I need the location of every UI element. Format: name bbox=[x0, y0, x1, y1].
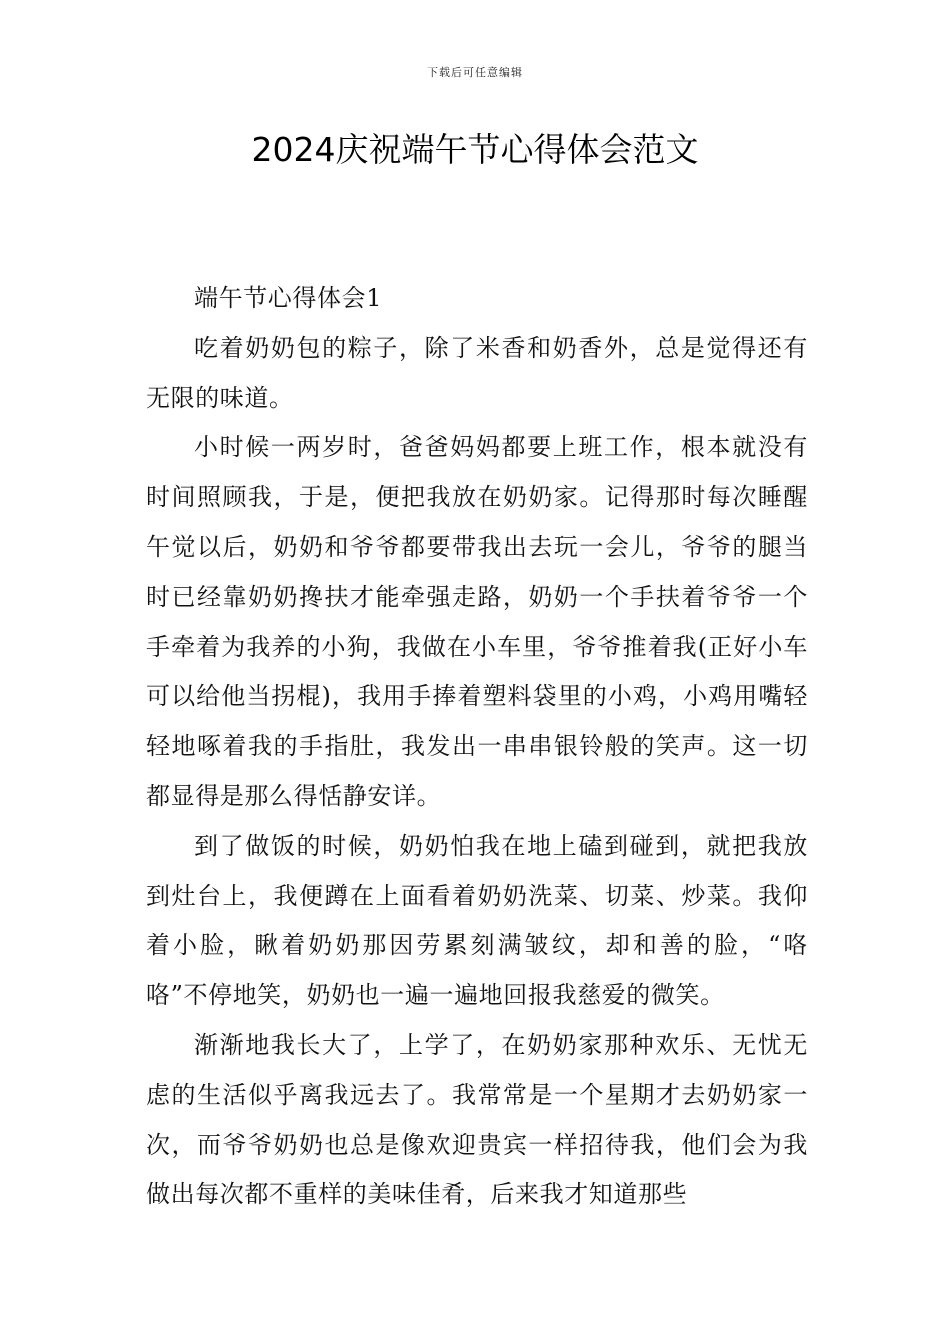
document-body bbox=[146, 274, 808, 1220]
body-paragraph: 到了做饭的时候，奶奶怕我在地上磕到碰到，就把我放到灶台上，我便蹲在上面看着奶奶洗菜、切菜、炒菜。我仰着小脸，瞅着奶奶那因劳累刻满皱纹，却和善的脸，“咯咯”不停地笑，奶奶也一遍一遍地回报我慈爱的微笑。 bbox=[146, 831, 808, 1010]
body-paragraph: 吃着奶奶包的粽子，除了米香和奶香外，总是觉得还有无限的味道。 bbox=[146, 333, 808, 412]
document-title: 2024庆祝端午节心得体会范文 bbox=[251, 130, 699, 169]
section-heading: 端午节心得体会1 bbox=[194, 284, 383, 312]
body-paragraph: 小时候一两岁时，爸爸妈妈都要上班工作，根本就没有时间照顾我，于是，便把我放在奶奶家。记得那时每次睡醒午觉以后，奶奶和爷爷都要带我出去玩一会儿，爷爷的腿当时已经靠奶奶搀扶才能牵强走路，奶奶一个手扶着爷爷一个手牵着为我养的小狗，我做在小车里，爷爷推着我(正好小车可以给他当拐棍)，我用手捧着塑料袋里的小鸡，小鸡用嘴轻轻地啄着我的手指肚，我发出一串串银铃般的笑声。这一切都显得是那么得恬静安详。 bbox=[146, 433, 808, 810]
body-paragraph: 渐渐地我长大了，上学了，在奶奶家那种欢乐、无忧无虑的生活似乎离我远去了。我常常是一个星期才去奶奶家一次，而爷爷奶奶也总是像欢迎贵宾一样招待我，他们会为我做出每次都不重样的美味佳肴，后来我才知道那些 bbox=[146, 1030, 808, 1209]
page-header-note: 下载后可任意编辑 bbox=[427, 66, 523, 79]
